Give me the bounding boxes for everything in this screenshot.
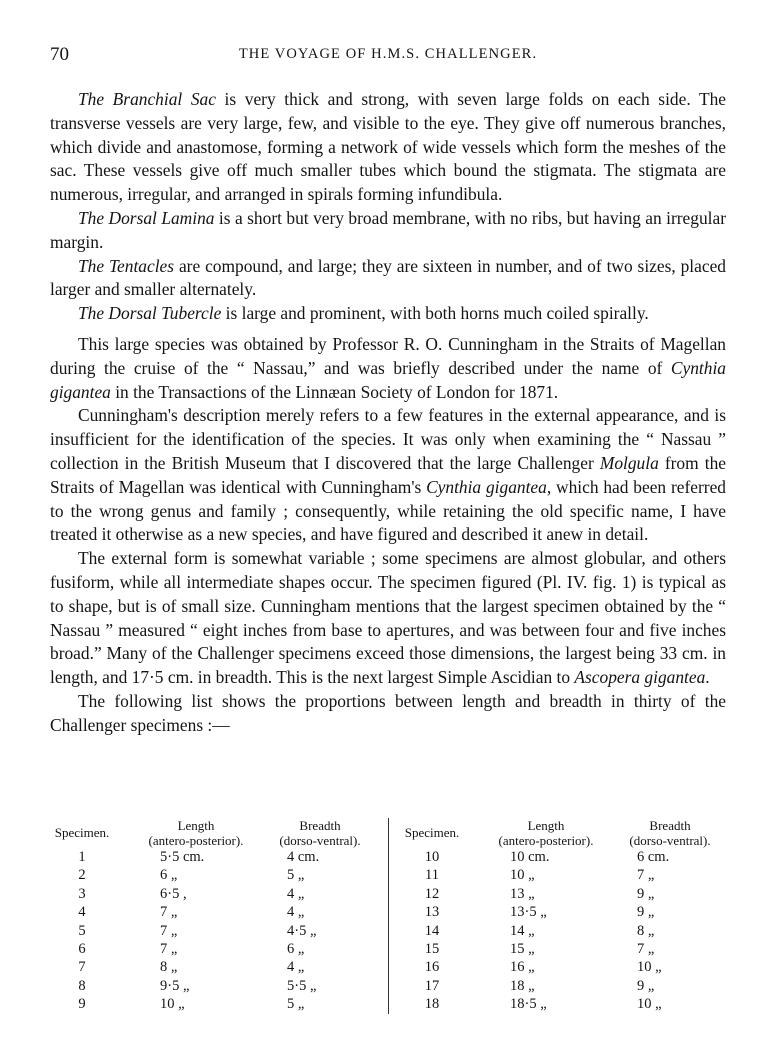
breadth-value: 7 „	[637, 941, 655, 957]
column-divider	[388, 818, 389, 1014]
paragraph-external-form: The external form is somewhat variable ; some specimens are almost globular, and others fusiform, while all intermediate shapes occur. The specimen figured (Pl. IV. fig. 1) is typical as to shape, but is of small size. Cunningham mentions that the largest specimen obtained by the “ Nassau ” measured “ eight inches from base to apertures, and was between four and five inches broad.” Many of the Challenger specimens exceed those dimensions, the largest being 33 cm. in length, and 17·5 cm. in breadth. This is the next largest Simple Ascidian to Ascopera gigantea.	[50, 548, 726, 688]
table-row	[50, 848, 380, 866]
column-header-length: Length (antero-posterior).	[148, 818, 244, 848]
table-row	[400, 922, 730, 940]
breadth-value: 10 „	[637, 959, 662, 976]
length-value: 13 „	[510, 885, 535, 902]
table-row	[400, 866, 730, 884]
specimen-number: 15	[424, 941, 440, 957]
column-header-length: Length (antero-posterior).	[498, 818, 594, 848]
table-row	[50, 866, 380, 884]
length-value: 8 „	[160, 959, 178, 976]
table-row	[400, 940, 730, 958]
length-value: 15 „	[510, 941, 535, 957]
breadth-value: 10 „	[637, 996, 662, 1013]
length-value: 6·5 ,	[160, 885, 187, 902]
breadth-value: 6 cm.	[637, 849, 670, 865]
breadth-value: 5 „	[287, 996, 305, 1013]
column-header-breadth: Breadth (dorso-ventral).	[279, 818, 361, 848]
breadth-value: 7 „	[637, 867, 655, 884]
specimen-number: 5	[78, 922, 86, 939]
heading-branchial-sac: The Branchial Sac	[78, 89, 216, 109]
specimen-number: 9	[78, 996, 86, 1013]
length-value: 18 „	[510, 977, 535, 994]
specimen-number: 17	[424, 977, 440, 994]
table-right-half	[400, 818, 730, 1018]
specimen-number: 16	[424, 959, 440, 976]
heading-dorsal-lamina: The Dorsal Lamina	[78, 207, 215, 228]
paragraph-history: This large species was obtained by Professor R. O. Cunningham in the Straits of Magellan during the cruise of the “ Nassau,” and was briefly described under the name of Cynthia gigantea in the Transactions of the Linnæan Society of London for 1871.	[50, 333, 726, 402]
length-value: 13·5 „	[510, 904, 547, 921]
breadth-value: 9 „	[637, 885, 655, 902]
specimen-number: 11	[425, 867, 439, 884]
paragraph-dorsal-tubercle: The Dorsal Tubercle is large and prominent, with both horns much coiled spirally.	[78, 303, 649, 324]
table-row	[400, 848, 730, 866]
length-value: 18·5 „	[510, 996, 547, 1013]
specimen-number: 13	[424, 904, 440, 921]
length-value: 10 „	[160, 996, 185, 1013]
length-value: 7 „	[160, 904, 178, 921]
length-value: 5·5 cm.	[160, 849, 205, 865]
page-number: 70	[50, 44, 69, 65]
heading-dorsal-tubercle: The Dorsal Tubercle	[78, 303, 222, 324]
heading-tentacles: The Tentacles	[78, 255, 175, 276]
length-value: 7 „	[160, 922, 178, 939]
breadth-value: 9 „	[637, 904, 655, 921]
table-row	[50, 977, 380, 995]
table-row	[400, 958, 730, 976]
specimen-number: 10	[424, 849, 440, 865]
proportions-table	[50, 818, 730, 1018]
specimen-number: 12	[424, 885, 440, 902]
length-value: 10 „	[510, 867, 535, 884]
length-value: 9·5 „	[160, 977, 190, 994]
table-row	[400, 903, 730, 921]
table-row	[50, 958, 380, 976]
paragraph-tentacles: The Tentacles are compound, and large; they are sixteen in number, and of two sizes, placed larger and smaller alternately.	[50, 255, 726, 300]
table-row	[400, 995, 730, 1013]
breadth-value: 4 „	[287, 904, 305, 921]
column-header-specimen: Specimen.	[54, 825, 110, 840]
paragraph-dorsal-lamina: The Dorsal Lamina is a short but very broad membrane, with no ribs, but having an irregular margin.	[50, 207, 726, 252]
breadth-value: 4 „	[287, 885, 305, 902]
specimen-number: 7	[78, 959, 86, 976]
breadth-value: 4·5 „	[287, 922, 317, 939]
breadth-value: 6 „	[287, 941, 305, 957]
page-header	[50, 44, 726, 68]
specimen-number: 18	[424, 996, 440, 1013]
table-row	[50, 995, 380, 1013]
specimen-number: 6	[78, 941, 86, 957]
paragraph-identification: Cunningham's description merely refers to a few features in the external appearance, and is insufficient for the identification of the species. It was only when examining the “ Nassau ” collection in the British Museum that I discovered that the large Challenger Molgula from the Straits of Magellan was identical with Cunningham's Cynthia gigantea, which had been referred to the wrong genus and family ; consequently, while retaining the old specific name, I have treated it otherwise as a new species, and have figured and described it anew in detail.	[50, 405, 726, 545]
length-value: 6 „	[160, 867, 178, 884]
length-value: 10 cm.	[510, 849, 550, 865]
breadth-value: 8 „	[637, 922, 655, 939]
breadth-value: 5·5 „	[287, 977, 317, 994]
specimen-number: 2	[78, 867, 86, 884]
specimen-number: 8	[78, 977, 86, 994]
specimen-number: 3	[78, 885, 86, 902]
table-left-half	[50, 818, 380, 1018]
length-value: 14 „	[510, 922, 535, 939]
table-row	[50, 903, 380, 921]
specimen-number: 14	[424, 922, 440, 939]
paragraph-list-intro: The following list shows the proportions between length and breadth in thirty of the Challenger specimens :—	[50, 690, 726, 735]
table-row	[50, 940, 380, 958]
running-title: THE VOYAGE OF H.M.S. CHALLENGER.	[238, 46, 538, 62]
breadth-value: 4 „	[287, 959, 305, 976]
breadth-value: 5 „	[287, 867, 305, 884]
specimen-number: 1	[78, 849, 86, 865]
column-header-specimen: Specimen.	[404, 825, 460, 840]
specimen-number: 4	[78, 904, 86, 921]
table-row	[50, 922, 380, 940]
table-row	[50, 885, 380, 903]
length-value: 16 „	[510, 959, 535, 976]
breadth-value: 4 cm.	[287, 849, 320, 865]
table-row	[400, 885, 730, 903]
column-header-breadth: Breadth (dorso-ventral).	[629, 818, 711, 848]
body-text	[50, 88, 726, 738]
length-value: 7 „	[160, 941, 178, 957]
paragraph-branchial-sac: The Branchial Sac is very thick and strong, with seven large folds on each side. The transverse vessels are very large, few, and visible to the eye. They give off numerous branches, which divide and anastomose, forming a network of wide vessels which form the meshes of the sac. These vessels give off much smaller tubes which bound the stigmata. The stigmata are numerous, irregular, and arranged in spirals forming infundibula.	[50, 89, 726, 205]
table-row	[400, 977, 730, 995]
breadth-value: 9 „	[637, 977, 655, 994]
